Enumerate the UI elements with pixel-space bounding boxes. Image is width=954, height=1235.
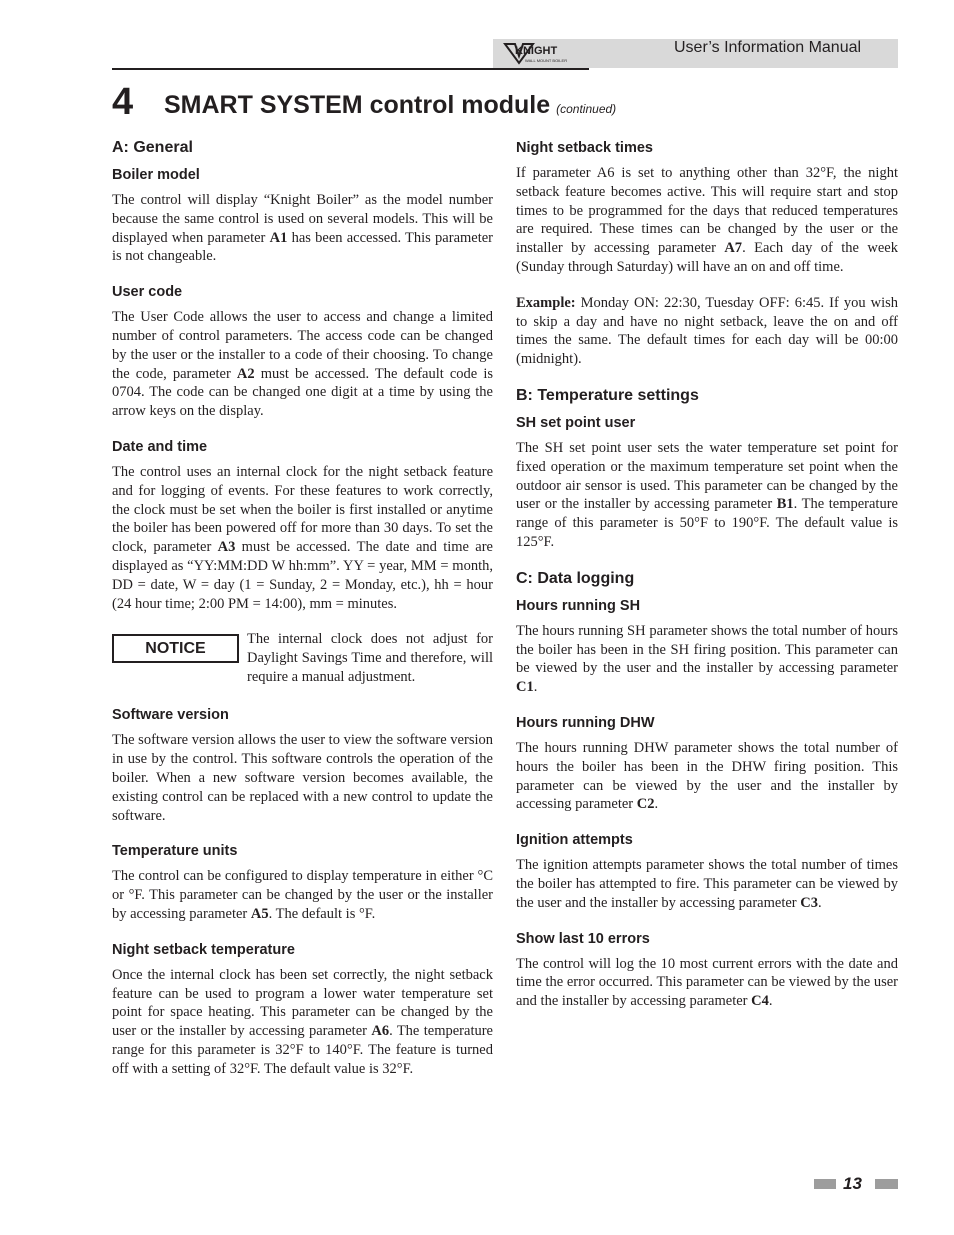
user-code-text: The User Code allows the user to access and change a limited number of control parameters. The access code can be changed by the user or the installer to a code of their choosing. To change the code, parameter A2 must be accessed. The default code is 0704. The code can be changed one digit at a time by using the arrow keys on the display. bbox=[112, 309, 493, 420]
manual-title: User’s Information Manual bbox=[674, 39, 862, 56]
sh-set-point-heading: SH set point user bbox=[516, 414, 636, 431]
date-time-heading: Date and time bbox=[112, 438, 208, 455]
knight-logo bbox=[503, 41, 575, 65]
header-rule bbox=[112, 68, 589, 70]
temperature-units-heading: Temperature units bbox=[112, 843, 238, 860]
chapter-heading bbox=[164, 89, 616, 125]
hours-dhw-text: The hours running DHW parameter shows the total number of hours the boiler has been in the DHW firing position. This parameter can be viewed by the user and the installer by accessing parameter C2. bbox=[516, 739, 898, 813]
hours-sh-text: The hours running SH parameter shows the total number of hours the boiler has been in the SH firing position. This parameter can be viewed by the user and the installer by accessing parameter C1. bbox=[516, 622, 898, 696]
temperature-units-text: The control can be configured to display temperature in either °C or °F. This parameter can be changed by the user or the installer by accessing parameter A5. The default is °F. bbox=[112, 868, 493, 922]
chapter-title: SMART SYSTEM control module bbox=[164, 91, 551, 119]
night-setback-times-heading: Night setback times bbox=[516, 140, 653, 156]
notice-label: NOTICE bbox=[112, 634, 239, 663]
section-c-heading: C: Data logging bbox=[516, 569, 635, 587]
boiler-model-heading: Boiler model bbox=[112, 167, 200, 183]
night-setback-temp-heading: Night setback temperature bbox=[112, 941, 295, 958]
page-number-footer bbox=[814, 1174, 898, 1197]
ignition-attempts-text: The ignition attempts parameter shows the total number of times the boiler has attempted to fire. This parameter can be viewed by the user and the installer by accessing parameter C3. bbox=[516, 857, 898, 911]
chapter-continued: (continued) bbox=[556, 102, 617, 116]
page-number-bar-left bbox=[814, 1179, 836, 1189]
logo-text: KNIGHT bbox=[515, 45, 558, 57]
section-a-heading: A: General bbox=[112, 139, 193, 156]
left-column bbox=[112, 134, 493, 1096]
logo-subtext: WALL MOUNT BOILER bbox=[525, 58, 568, 63]
boiler-model-text: The control will display “Knight Boiler” as the model number because the same control is used on several models. This will be displayed when parameter A1 has been accessed. This parameter is not changeable. bbox=[112, 192, 494, 265]
software-version-heading: Software version bbox=[112, 707, 229, 724]
page-number: 13 bbox=[843, 1174, 862, 1193]
hours-sh-heading: Hours running SH bbox=[516, 597, 641, 614]
chapter-number: 4 bbox=[112, 81, 134, 123]
hours-dhw-heading: Hours running DHW bbox=[516, 714, 655, 731]
section-b-heading: B: Temperature settings bbox=[516, 386, 699, 404]
user-code-heading: User code bbox=[112, 284, 183, 301]
date-time-text: The control uses an internal clock for the night setback feature and for logging of events. For these features to work correctly, the clock must be set when the boiler is first installed or anytime the boiler has been powered off for more than 30 days. To set the clock, parameter A3 must be accessed. The date and time are displayed as “YY:MM:DD W hh:mm”. YY = year, MM = month, DD = date, W = day (1 = Sunday, 2 = Monday, etc.), hh = hour (24 hour time; 2:00 PM = 14:00), mm = minutes. bbox=[112, 463, 493, 612]
night-setback-temp-text: Once the internal clock has been set correctly, the night setback feature can be used to program a lower water temperature set point for space heating. This parameter can be changed by the user or the installer by accessing parameter A6. The temperature range for this parameter is 32°F to 140°F. The feature is turned off with a setting of 32°F. The default value is 32°F. bbox=[112, 966, 493, 1077]
night-setback-example: Example: Monday ON: 22:30, Tuesday OFF: 6:45. If you wish to skip a day and have no night setback, leave the on and off times the same. The default times for each day will be 00:00 (midnight). bbox=[516, 294, 898, 368]
right-column bbox=[516, 134, 898, 1028]
last-errors-heading: Show last 10 errors bbox=[516, 930, 650, 947]
notice-callout bbox=[112, 630, 493, 692]
last-errors-text: The control will log the 10 most current errors with the date and time the error occurred. This parameter can be viewed by the user and the installer by accessing parameter C4. bbox=[516, 955, 898, 1010]
page-number-bar-right bbox=[875, 1179, 898, 1189]
notice-text: The internal clock does not adjust for Daylight Savings Time and therefore, will require a manual adjustment. bbox=[247, 631, 493, 685]
software-version-text: The software version allows the user to view the software version in use by the control. This software controls the operation of the boiler. When a new software version becomes available, the existing control can be replaced with a new control to update the software. bbox=[112, 732, 493, 824]
ignition-attempts-heading: Ignition attempts bbox=[516, 832, 633, 849]
sh-set-point-text: The SH set point user sets the water temperature set point for fixed operation or the maximum temperature set point when the outdoor air sensor is used. This parameter can be changed by the user or the installer by accessing parameter B1. The temperature range of this parameter is 50°F to 190°F. The default value is 125°F. bbox=[516, 439, 898, 550]
night-setback-times-text: If parameter A6 is set to anything other than 32°F, the night setback feature becomes active. This will require start and stop times to be programmed for the days that reduced temperatures are required. These times can be changed by the user or the installer by accessing parameter A7. Each day of the week (Sunday through Saturday) will have an on and off time. bbox=[516, 165, 898, 275]
